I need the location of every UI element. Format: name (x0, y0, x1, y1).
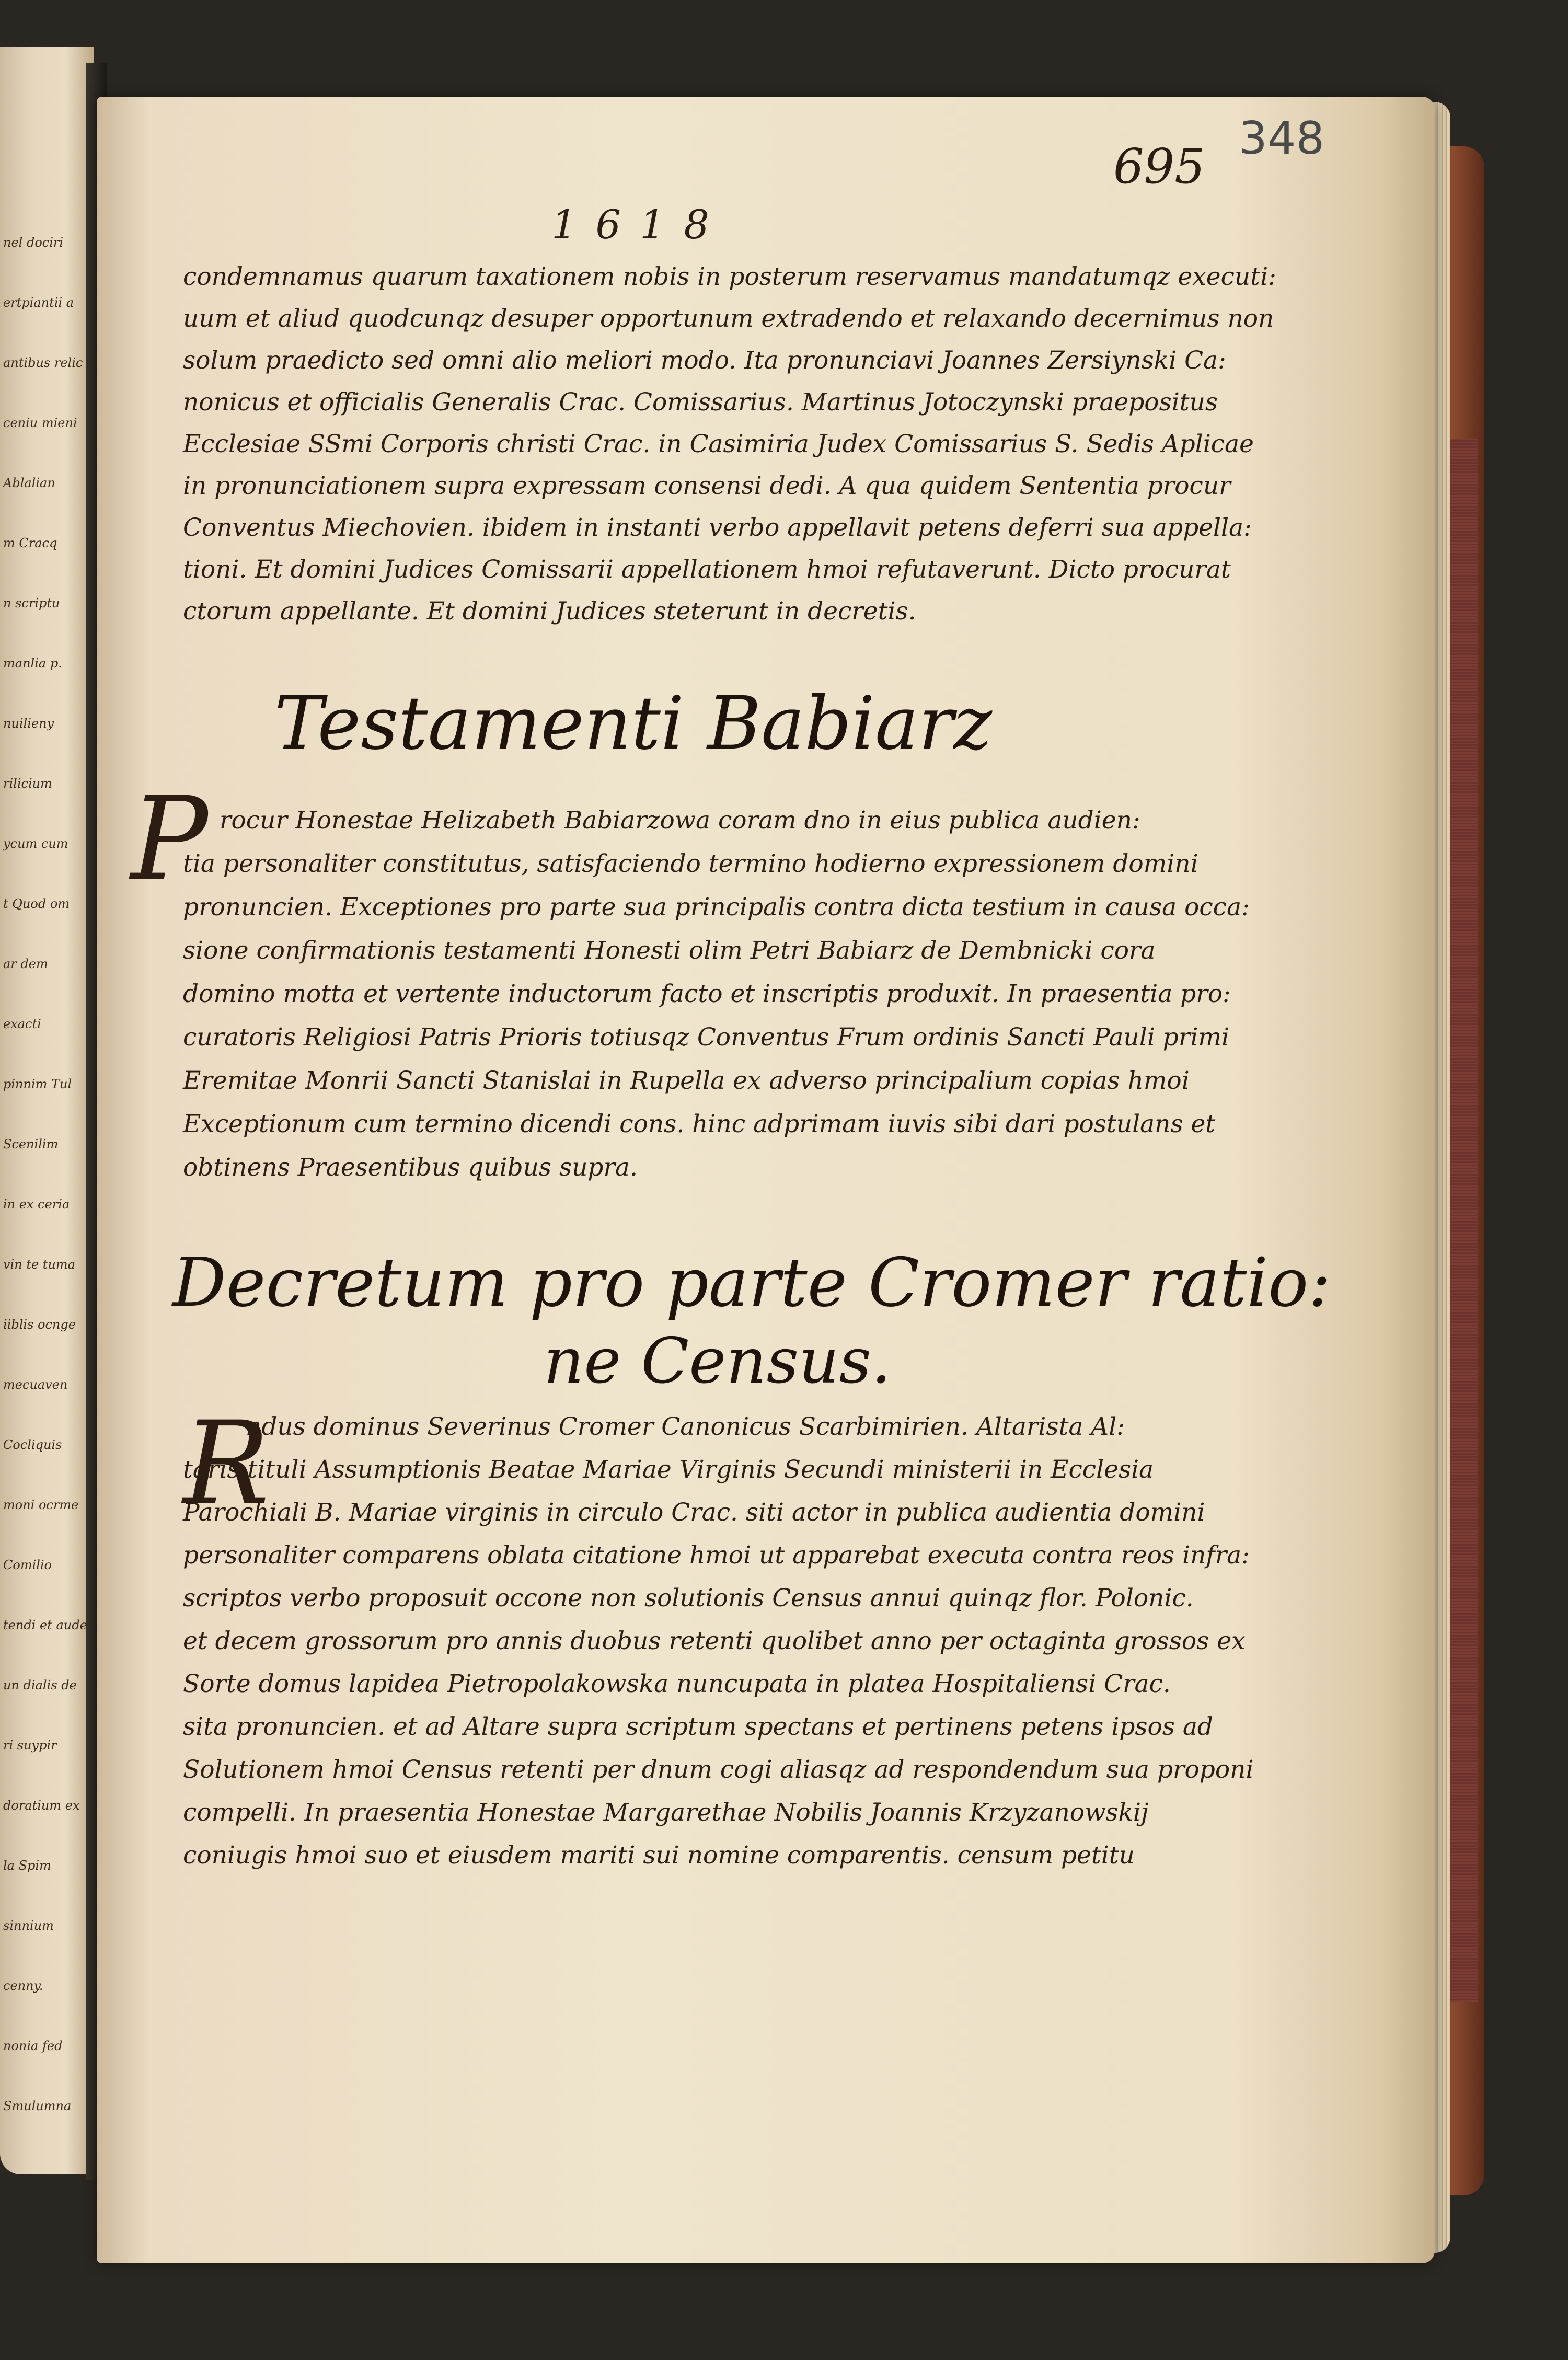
text-line: sita pronuncien. et ad Altare supra scriptum spectans et pertinens petens ipsos ad (183, 1712, 1213, 1741)
margin-fragment: t Quod om (3, 896, 70, 911)
margin-fragment: ertpiantii a (3, 295, 74, 310)
margin-fragment: nuilieny (3, 716, 54, 731)
text-line: et decem grossorum pro annis duobus retenti quolibet anno per octaginta grossos ex (183, 1627, 1246, 1655)
margin-fragment: Cocliquis (3, 1437, 62, 1452)
text-line: uum et aliud quodcunqz desuper opportunum extradendo et relaxando decernimus non (183, 304, 1274, 333)
text-line: coniugis hmoi suo et eiusdem mariti sui nomine comparentis. censum petitu (183, 1841, 1135, 1870)
margin-fragment: rilicium (3, 776, 52, 791)
entry-heading-testamenti: Testamenti Babiarz (274, 681, 993, 766)
margin-fragment: nel dociri (3, 235, 64, 250)
margin-fragment: antibus relic (3, 355, 83, 370)
margin-fragment: Comilio (3, 1558, 52, 1572)
text-line: solum praedicto sed omni alio meliori modo. Ita pronunciavi Joannes Zersiynski Ca: (183, 346, 1226, 375)
margin-fragment: ceniu mieni (3, 416, 77, 430)
margin-fragment: iiblis ocnge (3, 1317, 76, 1332)
margin-fragment: nonia fed (3, 2039, 63, 2053)
margin-fragment: m Cracq (3, 536, 57, 550)
text-line: tia personaliter constitutus, satisfaciendo termino hodierno expressionem domini (183, 849, 1198, 878)
text-line: sione confirmationis testamenti Honesti olim Petri Babiarz de Dembnicki cora (183, 936, 1156, 965)
text-line: Conventus Miechovien. ibidem in instanti verbo appellavit petens deferri sua appella: (183, 513, 1252, 542)
margin-fragment: in ex ceria (3, 1197, 70, 1212)
text-line: scriptos verbo proposuit occone non solutionis Census annui quinqz flor. Polonic. (183, 1584, 1194, 1613)
text-line: tioni. Et domini Judices Comissarii appellationem hmoi refutaverunt. Dicto procurat (183, 555, 1231, 584)
text-line: curatoris Religiosi Patris Prioris totiusqz Conventus Frum ordinis Sancti Pauli primi (183, 1023, 1229, 1052)
text-line: rocur Honestae Helizabeth Babiarzowa coram dno in eius publica audien: (220, 806, 1140, 835)
text-line: Parochiali B. Mariae virginis in circulo Crac. siti actor in publica audientia domini (183, 1498, 1205, 1527)
margin-fragment: un dialis de (3, 1678, 77, 1693)
margin-fragment: la Spim (3, 1858, 51, 1873)
margin-fragment: Ablalian (3, 476, 55, 490)
margin-fragment: n scriptu (3, 596, 60, 611)
text-line: compelli. In praesentia Honestae Margarethae Nobilis Joannis Krzyzanowskij (183, 1798, 1149, 1827)
margin-fragment: tendi et aude (3, 1618, 87, 1632)
margin-fragment: manlia p. (3, 656, 62, 671)
margin-fragment: sinnium (3, 1918, 54, 1933)
entry-heading-decretum-line1: Decretum pro parte Cromer ratio: (172, 1244, 1331, 1322)
initial-letter-r: R (183, 1397, 270, 1530)
initial-letter-p: P (131, 772, 209, 906)
entry-heading-decretum-line2: ne Census. (544, 1325, 892, 1398)
margin-fragment: Scenilim (3, 1137, 59, 1152)
text-line: obtinens Praesentibus quibus supra. (183, 1153, 638, 1182)
text-line: domino motta et vertente inductorum facto et inscriptis produxit. In praesentia pro: (183, 980, 1231, 1008)
text-line: ndus dominus Severinus Cromer Canonicus Scarbimirien. Altarista Al: (246, 1412, 1125, 1441)
text-line: ctorum appellante. Et domini Judices steterunt in decretis. (183, 597, 916, 626)
margin-fragment: mecuaven (3, 1377, 68, 1392)
margin-fragment: exacti (3, 1017, 41, 1031)
text-line: taris tituli Assumptionis Beatae Mariae Virginis Secundi ministerii in Ecclesia (183, 1455, 1154, 1484)
year-heading: 1 6 1 8 (551, 201, 712, 248)
margin-fragment: ri suypir (3, 1738, 57, 1753)
text-line: Sorte domus lapidea Pietropolakowska nuncupata in platea Hospitaliensi Crac. (183, 1670, 1171, 1698)
margin-fragment: vin te tuma (3, 1257, 75, 1272)
text-line: Eremitae Monrii Sancti Stanislai in Rupella ex adverso principalium copias hmoi (183, 1066, 1190, 1095)
text-line: in pronunciationem supra expressam consensi dedi. A qua quidem Sententia procur (183, 471, 1231, 500)
text-line: Ecclesiae SSmi Corporis christi Crac. in Casimiria Judex Comissarius S. Sedis Aplicae (183, 430, 1254, 458)
text-line: Solutionem hmoi Census retenti per dnum cogi aliasqz ad respondendum sua proponi (183, 1755, 1254, 1784)
margin-fragment: ar dem (3, 957, 48, 971)
margin-fragment: pinnim Tul (3, 1077, 72, 1091)
text-line: pronuncien. Exceptiones pro parte sua principalis contra dicta testium in causa occa: (183, 893, 1250, 922)
margin-fragment: ycum cum (3, 836, 68, 851)
margin-fragment: moni ocrme (3, 1498, 79, 1512)
text-line: personaliter comparens oblata citatione hmoi ut apparebat executa contra reos infra: (183, 1541, 1250, 1570)
margin-fragment: doratium ex (3, 1798, 80, 1813)
margin-fragment: Smulumna (3, 2099, 72, 2113)
left-page-text (0, 0, 94, 2360)
folio-ink-number: 695 (1113, 139, 1205, 194)
text-line: nonicus et officialis Generalis Crac. Comissarius. Martinus Jotoczynski praepositus (183, 388, 1218, 417)
folio-pencil-number: 348 (1239, 112, 1325, 165)
text-line: condemnamus quarum taxationem nobis in posterum reservamus mandatumqz executi: (183, 262, 1276, 291)
text-line: Exceptionum cum termino dicendi cons. hinc adprimam iuvis sibi dari postulans et (183, 1110, 1216, 1138)
margin-fragment: cenny. (3, 1978, 43, 1993)
